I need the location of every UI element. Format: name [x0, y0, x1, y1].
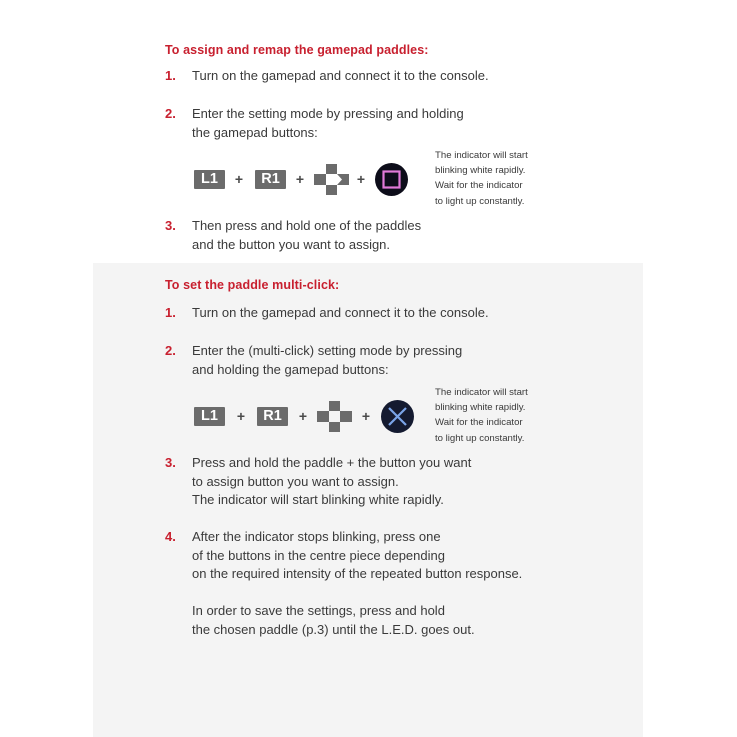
- note-line: The indicator will start: [435, 150, 528, 161]
- section2-step4-text: [192, 528, 522, 584]
- r1-button: R1: [255, 170, 286, 189]
- step-line: Turn on the gamepad and connect it to the console.: [192, 68, 489, 83]
- step-line: The indicator will start blinking white rapidly.: [192, 492, 444, 507]
- step-line: Enter the (multi-click) setting mode by pressing: [192, 343, 463, 358]
- plus-sign: +: [298, 408, 308, 424]
- step-line: of the buttons in the centre piece depending: [192, 547, 445, 563]
- step-line: to assign button you want to assign.: [192, 473, 399, 489]
- section1-step1-text: [192, 67, 489, 86]
- step-line: Turn on the gamepad and connect it to the console.: [192, 305, 489, 320]
- section1-heading: To assign and remap the gamepad paddles:: [165, 43, 429, 57]
- note-line: blinking white rapidly.: [435, 402, 526, 414]
- section1-step1-number: 1.: [165, 68, 176, 83]
- section2-indicator-note: [435, 385, 528, 446]
- note-line: Wait for the indicator: [435, 417, 523, 429]
- section1-step2-text: [192, 105, 464, 142]
- step-line: Then press and hold one of the paddles: [192, 218, 422, 233]
- section2-heading: To set the paddle multi-click:: [165, 278, 340, 292]
- section1-step3-text: [192, 217, 421, 254]
- plus-sign: +: [361, 408, 371, 424]
- note-line: blinking white rapidly.: [435, 165, 526, 177]
- section2-step2-number: 2.: [165, 343, 176, 358]
- step-line: and holding the gamepad buttons:: [192, 361, 389, 377]
- plus-sign: +: [234, 171, 244, 187]
- plus-sign: +: [236, 408, 246, 424]
- step-line: After the indicator stops blinking, press one: [192, 529, 441, 544]
- r1-button: R1: [257, 407, 288, 426]
- save-settings-note: [192, 602, 475, 639]
- plus-sign: +: [356, 171, 366, 187]
- section1-indicator-note: [435, 148, 528, 209]
- section2-step3-number: 3.: [165, 455, 176, 470]
- section1-step3-number: 3.: [165, 218, 176, 233]
- step-line: the gamepad buttons:: [192, 124, 318, 140]
- step-line: Press and hold the paddle + the button you want: [192, 455, 472, 470]
- l1-button: L1: [194, 407, 225, 426]
- section2-step4-number: 4.: [165, 529, 176, 544]
- step-line: on the required intensity of the repeated button response.: [192, 566, 523, 581]
- step-line: Enter the setting mode by pressing and holding: [192, 106, 464, 121]
- section2-step1-number: 1.: [165, 305, 176, 320]
- note-line: Wait for the indicator: [435, 180, 523, 192]
- step-line: In order to save the settings, press and hold: [192, 603, 445, 618]
- section2-step3-text: [192, 454, 471, 510]
- l1-button: L1: [194, 170, 225, 189]
- square-button-icon: [374, 162, 409, 197]
- cross-button-icon: [380, 399, 415, 434]
- section1-step2-number: 2.: [165, 106, 176, 121]
- section2-step1-text: [192, 304, 489, 323]
- dpad-icon: [316, 400, 354, 433]
- section2-step2-text: [192, 342, 462, 379]
- note-line: to light up constantly.: [435, 432, 525, 444]
- step-line: the chosen paddle (p.3) until the L.E.D. goes out.: [192, 621, 475, 637]
- note-line: The indicator will start: [435, 387, 528, 398]
- note-line: to light up constantly.: [435, 195, 525, 207]
- step-line: and the button you want to assign.: [192, 236, 391, 252]
- plus-sign: +: [295, 171, 305, 187]
- dpad-icon: [313, 163, 351, 196]
